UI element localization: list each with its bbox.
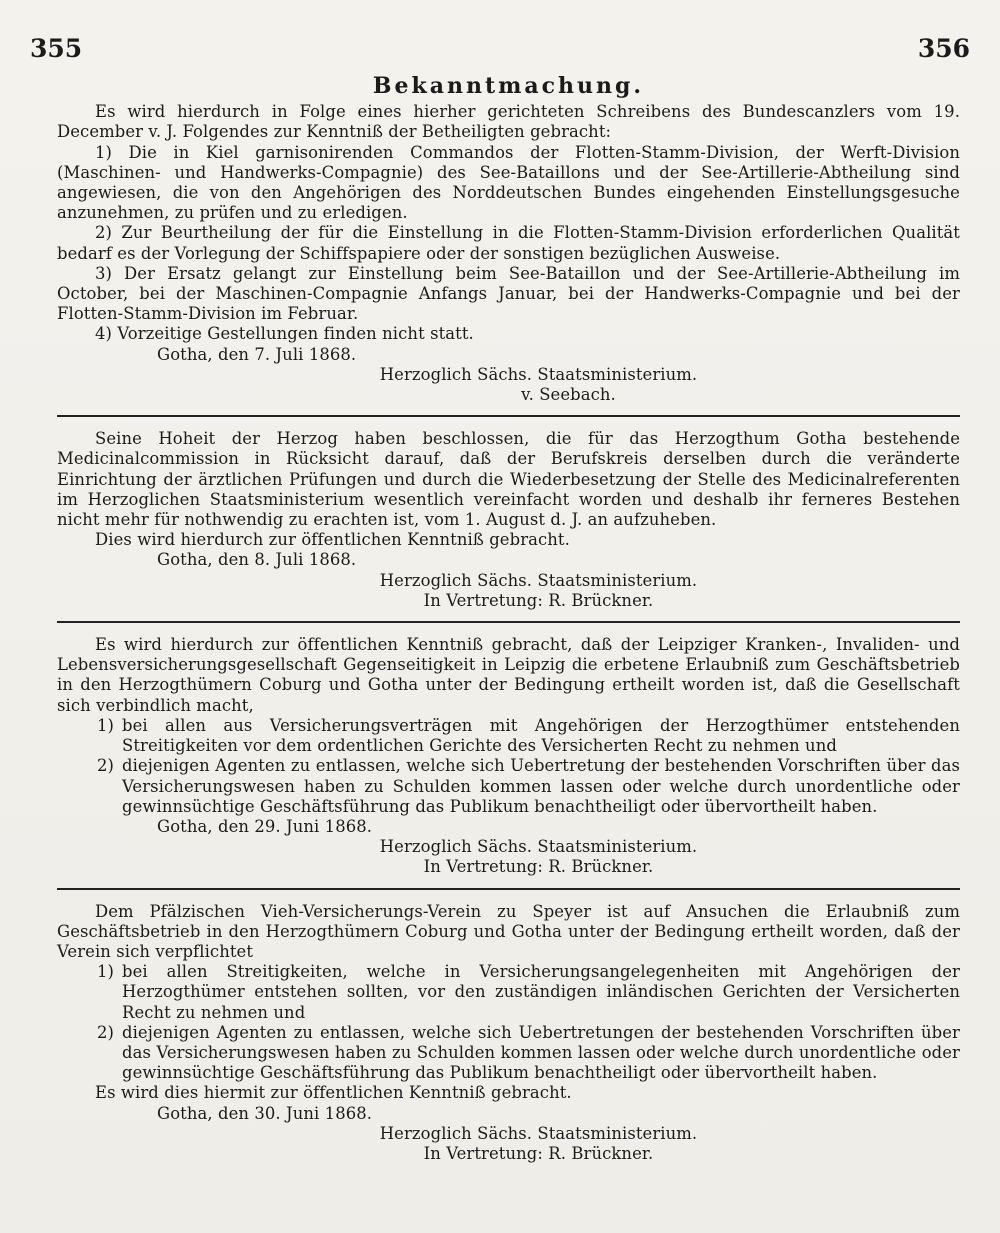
announcement-1: [57, 73, 960, 405]
announcement-point-3: 3) Der Ersatz gelangt zur Einstellung beim See-Bataillon und der See-Artillerie-Abtheilung im October, bei der Maschinen-Compagnie Anfangs Januar, bei der Handwerks-Compagnie und bei der Flotten-Stamm-Division im Februar.: [57, 263, 960, 324]
list-item-text: diejenigen Agenten zu entlassen, welche sich Uebertretung der bestehenden Vorschriften über das Versicherungswesen haben zu Schulden kommen lassen oder welche durch unordentliche oder gewinnsüchtige Geschäftsführung das Publikum benachtheiligt oder übervortheilt haben.: [122, 756, 960, 816]
list-item: [57, 756, 960, 817]
list-item-text: diejenigen Agenten zu entlassen, welche sich Uebertretungen der bestehenden Vorschriften über das Versicherungswesen haben zu Schulden kommen lassen oder welche durch unordentliche oder gewinnsüchtige Geschäftsführung das Publikum benachtheiligt oder übervortheilt haben.: [122, 1022, 960, 1083]
announcement-3: [57, 635, 960, 877]
document-body: [57, 73, 960, 1164]
list-item-number: 2): [96, 756, 114, 776]
announcement-point-4: 4) Vorzeitige Gestellungen finden nicht statt.: [95, 324, 474, 344]
list-item: [57, 962, 960, 1023]
announcement-signer: In Vertretung: R. Brückner.: [423, 590, 654, 610]
list-item: [57, 716, 960, 756]
announcement-intro: Es wird hierdurch in Folge eines hierher gerichteten Schreibens des Bundescanzlers vom 19. December v. J. Folgendes zur Kenntniß der Betheiligten gebracht:: [57, 102, 960, 142]
condition-list: [57, 716, 960, 817]
section-divider: [57, 888, 960, 890]
list-item-text: bei allen aus Versicherungsverträgen mit Angehörigen der Herzogthümer entstehenden Streitigkeiten vor dem ordentlichen Gerichte des Versicherten Recht zu nehmen und: [122, 715, 960, 756]
list-item: [57, 1023, 960, 1084]
announcement-signer: In Vertretung: R. Brückner.: [423, 1143, 654, 1163]
announcement-2: [57, 429, 960, 611]
section-divider: [57, 415, 960, 417]
insurance-permit-intro: Es wird hierdurch zur öffentlichen Kenntniß gebracht, daß der Leipziger Kranken-, Invaliden- und Lebensversicherungsgesellschaft Gegenseitigkeit in Leipzig die erbetene Erlaubniß zum Geschäftsbetrieb in den Herzogthümern Coburg und Gotha unter der Bedingung ertheilt worden ist, daß die Gesellschaft sich verbindlich macht,: [57, 635, 960, 715]
announcement-date: Gotha, den 8. Juli 1868.: [157, 550, 357, 570]
announcement-signature: Herzoglich Sächs. Staatsministerium.: [379, 837, 698, 857]
announcement-date: Gotha, den 7. Juli 1868.: [157, 344, 357, 364]
page-number-right: 356: [917, 34, 970, 63]
announcement-date: Gotha, den 29. Juni 1868.: [157, 816, 373, 836]
condition-list: [57, 962, 960, 1083]
list-item-number: 1): [96, 962, 114, 982]
list-item-number: 2): [96, 1022, 114, 1042]
announcement-signature: Herzoglich Sächs. Staatsministerium.: [379, 570, 698, 590]
announcement-title: Bekanntmachung.: [372, 73, 645, 99]
announcement-signer: v. Seebach.: [521, 385, 616, 405]
announcement-notice: Es wird dies hiermit zur öffentlichen Kenntniß gebracht.: [95, 1083, 572, 1103]
livestock-insurance-intro: Dem Pfälzischen Vieh-Versicherungs-Verein zu Speyer ist auf Ansuchen die Erlaubniß zum Geschäftsbetrieb in den Herzogthümern Coburg und Gotha unter der Bedingung ertheilt worden, daß der Verein sich verpflichtet: [57, 901, 960, 961]
announcement-signature: Herzoglich Sächs. Staatsministerium.: [379, 364, 698, 384]
announcement-date: Gotha, den 30. Juni 1868.: [157, 1103, 373, 1123]
announcement-signer: In Vertretung: R. Brückner.: [423, 857, 654, 877]
announcement-point-1: 1) Die in Kiel garnisonirenden Commandos der Flotten-Stamm-Division, der Werft-Division (Maschinen- und Handwerks-Compagnie) des See-Bataillons und der See-Artillerie-Abtheilung sind angewiesen, die von den Angehörigen des Norddeutschen Bundes eingehenden Einstellungsgesuche anzunehmen, zu prüfen und zu erledigen.: [57, 142, 960, 223]
page-number-left: 355: [30, 34, 83, 63]
announcement-signature: Herzoglich Sächs. Staatsministerium.: [379, 1123, 698, 1143]
list-item-number: 1): [96, 715, 114, 735]
announcement-4: [57, 902, 960, 1165]
medical-commission-text: Seine Hoheit der Herzog haben beschlossen, die für das Herzogthum Gotha bestehende Medicinalcommission in Rücksicht darauf, daß der Berufskreis derselben durch die veränderte Einrichtung der ärztlichen Prüfungen und durch die Wiederbesetzung der Stelle des Medicinalreferenten im Herzoglichen Staatsministerium wesentlich vereinfacht worden und deshalb ihr ferneres Bestehen nicht mehr für nothwendig zu erachten ist, vom 1. August d. J. an aufzuheben.: [57, 429, 960, 530]
list-item-text: bei allen Streitigkeiten, welche in Versicherungsangelegenheiten mit Angehörigen der Herzogthümer entstehen sollten, vor den zuständigen inländischen Gerichten der Versicherten Recht zu nehmen und: [122, 962, 960, 1022]
section-divider: [57, 621, 960, 623]
announcement-point-2: 2) Zur Beurtheilung der für die Einstellung in die Flotten-Stamm-Division erforderlichen Qualität bedarf es der Vorlegung der Schiffspapiere oder der sonstigen bezüglichen Ausweise.: [57, 223, 960, 263]
announcement-notice: Dies wird hierdurch zur öffentlichen Kenntniß gebracht.: [95, 530, 570, 550]
